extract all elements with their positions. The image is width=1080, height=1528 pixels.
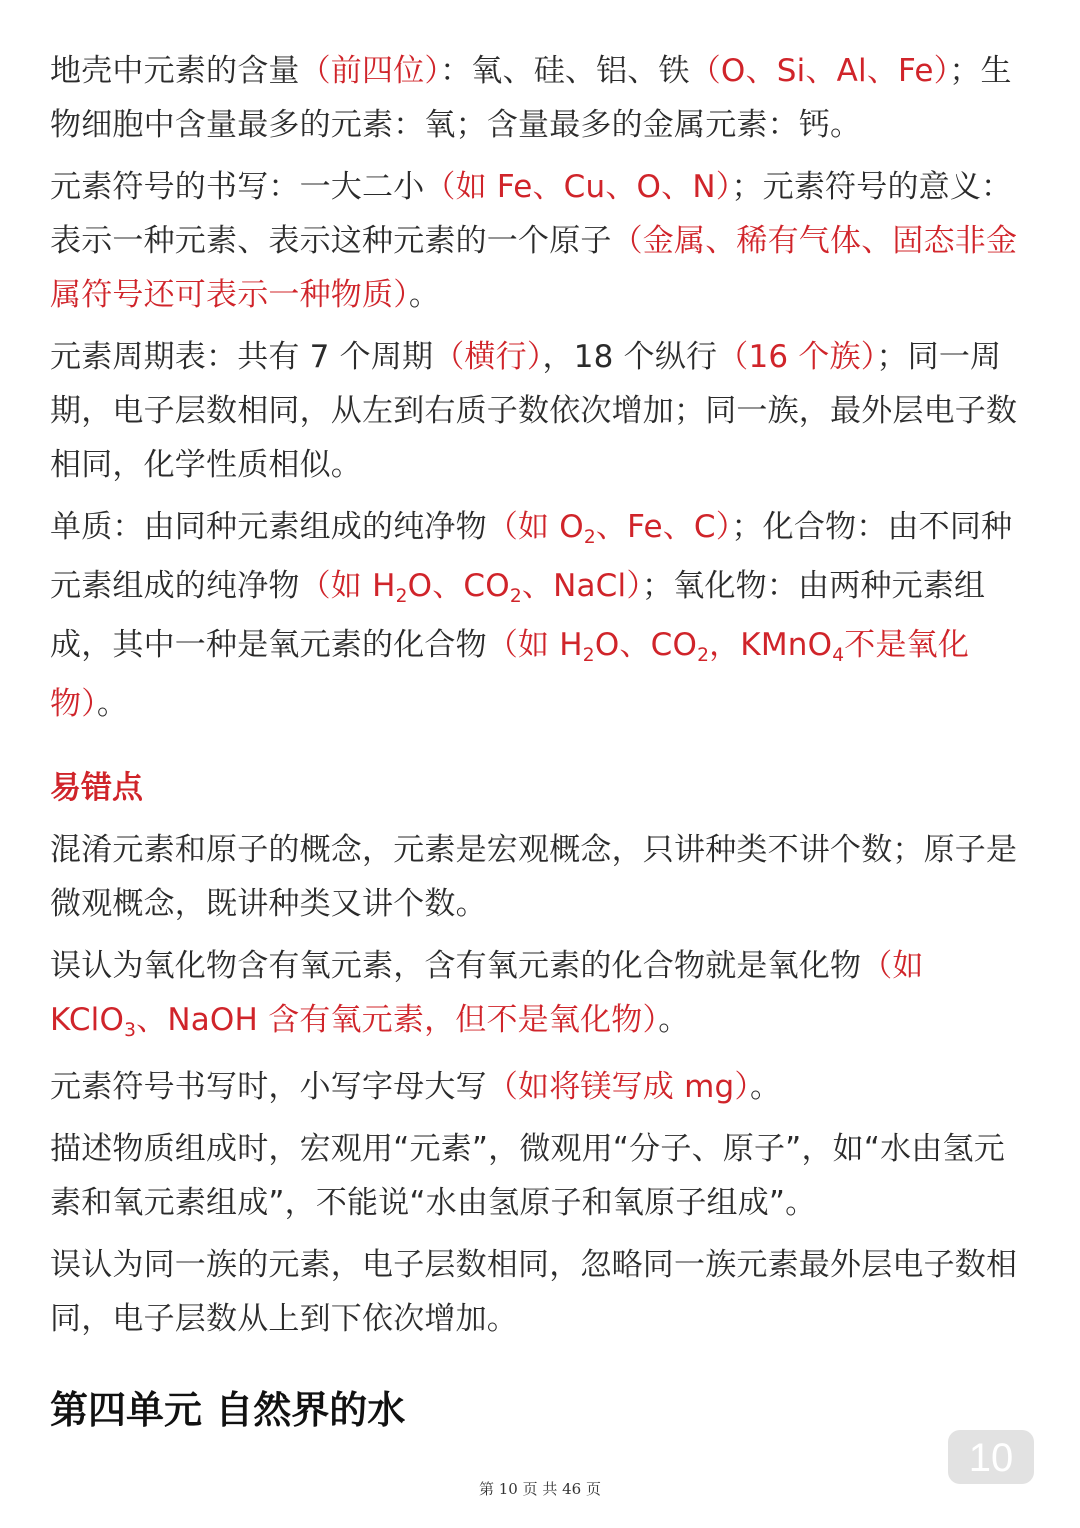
- unit-title: 第四单元 自然界的水: [50, 1388, 406, 1432]
- text-segment: 误认为氧化物含有氧元素，含有氧元素的化合物就是氧化物: [50, 948, 862, 984]
- page-content: [50, 44, 1035, 1438]
- paragraph-element-abundance: [50, 44, 1035, 152]
- highlight-segment: （如 Fe、Cu、O、N）: [424, 169, 732, 205]
- subscript: 2: [583, 527, 596, 548]
- highlight-segment: （横行）: [433, 339, 543, 375]
- subscript: 2: [697, 645, 710, 666]
- text-part: 、NaCl）: [521, 568, 643, 604]
- highlight-segment: （如将镁写成 mg）: [486, 1069, 751, 1105]
- text-segment: ：氧、硅、铝、铁: [440, 53, 690, 89]
- text-segment: ；化合物：由不同种元素组成的纯净物: [50, 509, 1013, 604]
- highlight-segment: （O、Si、Al、Fe）: [689, 53, 950, 89]
- text-segment: 。: [750, 1069, 782, 1105]
- text-segment: ；氧化物：由两种元素组成，其中一种是氧元素的化合物: [50, 568, 986, 663]
- text-segment: ；同一周期，电子层数相同，从左到右质子数依次增加；同一族，最外层电子数相同，化学性质相似。: [50, 339, 1018, 483]
- subscript: 2: [509, 586, 522, 607]
- text-part: 、Fe、C）: [595, 509, 732, 545]
- subscript: 2: [395, 586, 408, 607]
- text-part: ，KMnO: [709, 627, 833, 663]
- subscript: 2: [582, 645, 595, 666]
- text-segment: 元素符号的书写：一大二小: [50, 169, 425, 205]
- paragraph-substances: [50, 500, 1035, 731]
- highlight-segment: [299, 568, 643, 607]
- highlight-segment: [486, 509, 732, 548]
- highlight-segment: （前四位）: [299, 53, 441, 89]
- page-footer: 第 10 页 共 46 页: [478, 1480, 601, 1498]
- text-segment: 单质：由同种元素组成的纯净物: [50, 509, 487, 545]
- mistake-item: [50, 1060, 1035, 1114]
- text-segment: 元素周期表：共有 7 个周期: [50, 339, 434, 375]
- text-segment: 元素符号书写时，小写字母大写: [50, 1069, 487, 1105]
- text-segment: 。: [96, 686, 129, 722]
- mistake-item: 描述物质组成时，宏观用“元素”，微观用“分子、原子”，如“水由氢元素和氧元素组成”，不能说“水由氢原子和氧原子组成”。: [50, 1131, 1005, 1221]
- text-segment: 地壳中元素的含量: [50, 53, 300, 89]
- paragraph-element-symbols: [50, 160, 1035, 322]
- text-part: （如 H: [299, 568, 396, 604]
- paragraph-periodic-table: [50, 330, 1035, 492]
- mistake-item: [50, 939, 1035, 1052]
- text-part: 、NaOH 含有氧元素，但不是氧化物）: [136, 1002, 659, 1038]
- text-part: 不是氧化物）: [50, 627, 970, 722]
- text-segment: ；元素符号的意义：表示一种元素、表示这种元素的一个原子: [50, 169, 1013, 259]
- highlight-segment: （金属、稀有气体、固态非金属符号还可表示一种物质）: [50, 223, 1018, 313]
- subscript: 3: [124, 1020, 137, 1041]
- text-segment: 。: [408, 277, 441, 313]
- mistakes-heading: 易错点: [50, 770, 143, 806]
- page-number-badge: 10: [948, 1430, 1034, 1484]
- text-part: O、CO: [594, 627, 698, 663]
- text-segment: ；生物细胞中含量最多的元素：氧；含量最多的金属元素：钙。: [50, 53, 1012, 143]
- mistake-item: 混淆元素和原子的概念，元素是宏观概念，只讲种类不讲个数；原子是微观概念，既讲种类又讲个数。: [50, 832, 1018, 922]
- text-part: （如 O: [486, 509, 584, 545]
- text-part: （如 KClO: [50, 948, 924, 1038]
- subscript: 4: [832, 645, 845, 666]
- highlight-segment: （16 个族）: [717, 339, 877, 375]
- mistake-item: 误认为同一族的元素，电子层数相同，忽略同一族元素最外层电子数相同，电子层数从上到下依次增加。: [50, 1247, 1018, 1337]
- text-part: O、CO: [407, 568, 510, 604]
- text-segment: ，18 个纵行: [542, 339, 718, 375]
- text-part: （如 H: [486, 627, 583, 663]
- text-segment: 。: [658, 1002, 690, 1038]
